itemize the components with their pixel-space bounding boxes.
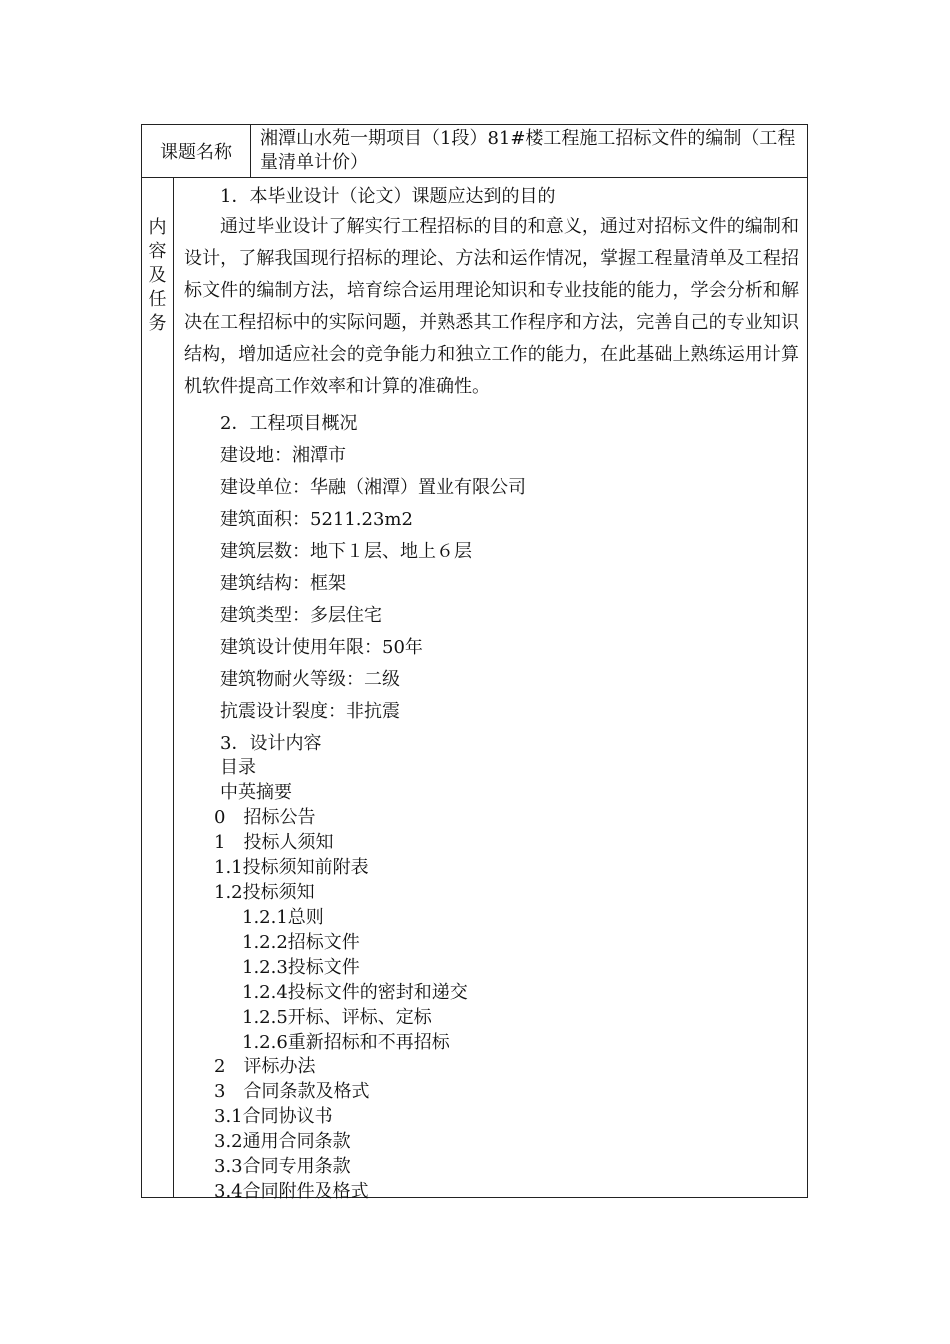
toc-entry: 1 投标人须知 bbox=[214, 832, 334, 853]
section-heading: 3．设计内容 bbox=[220, 733, 322, 754]
overview-item: 建筑面积：5211.23m2 bbox=[220, 509, 413, 530]
overview-item: 建筑物耐火等级：二级 bbox=[220, 669, 400, 690]
toc-entry: 1.1投标须知前附表 bbox=[214, 857, 369, 878]
toc-entry: 1.2投标须知 bbox=[214, 882, 315, 903]
toc-entry: 3.3合同专用条款 bbox=[214, 1156, 351, 1177]
side-label-char: 内 bbox=[148, 217, 167, 238]
toc-subentry: 1.2.6重新招标和不再招标 bbox=[242, 1032, 450, 1053]
topic-value: 湘潭山水苑一期项目（1段）81#楼工程施工招标文件的编制（工程量清单计价） bbox=[260, 128, 796, 173]
side-label-char: 任 bbox=[148, 289, 167, 310]
toc-subentry: 1.2.1总则 bbox=[242, 907, 324, 928]
content-row bbox=[142, 177, 807, 1202]
toc-entry: 0 招标公告 bbox=[214, 807, 316, 828]
overview-item: 建设单位：华融（湘潭）置业有限公司 bbox=[220, 477, 526, 498]
topic-label: 课题名称 bbox=[142, 125, 251, 177]
toc-entry: 中英摘要 bbox=[220, 782, 292, 803]
toc-entry: 3.2通用合同条款 bbox=[214, 1131, 351, 1152]
overview-item: 建筑层数：地下１层、地上６层 bbox=[220, 541, 472, 562]
side-label-char: 容 bbox=[148, 241, 167, 262]
toc-entry: 3 合同条款及格式 bbox=[214, 1081, 370, 1102]
overview-item: 抗震设计裂度：非抗震 bbox=[220, 701, 400, 722]
toc-subentry: 1.2.4投标文件的密封和递交 bbox=[242, 982, 468, 1003]
toc-subentry: 1.2.3投标文件 bbox=[242, 957, 360, 978]
task-table bbox=[141, 124, 808, 1202]
overview-item: 建筑设计使用年限：50年 bbox=[220, 637, 423, 658]
toc-subentry: 1.2.5开标、评标、定标 bbox=[242, 1007, 432, 1028]
side-label-char: 务 bbox=[148, 313, 167, 334]
purpose-paragraph: 通过毕业设计了解实行工程招标的目的和意义，通过对招标文件的编制和设计，了解我国现行招标的理论、方法和运作情况，掌握工程量清单及工程招标文件的编制方法，培育综合运用理论知识和专业技能的能力，学会分析和解决在工程招标中的实际问题，并熟悉其工作程序和方法，完善自己的专业知识结构，增加适应社会的竞争能力和独立工作的能力，在此基础上熟练运用计算机软件提高工作效率和计算的准确性。 bbox=[184, 216, 799, 397]
overview-item: 建筑结构：框架 bbox=[220, 573, 346, 594]
section-heading: 2．工程项目概况 bbox=[220, 413, 358, 434]
section-heading: 1．本毕业设计（论文）课题应达到的目的 bbox=[220, 186, 556, 207]
topic-row bbox=[142, 125, 807, 178]
toc-entry: 3.4合同附件及格式 bbox=[214, 1181, 369, 1202]
toc-entry: 目录 bbox=[220, 757, 256, 778]
overview-item: 建筑类型：多层住宅 bbox=[220, 605, 382, 626]
side-label-char: 及 bbox=[148, 265, 167, 286]
toc-subentry: 1.2.2招标文件 bbox=[242, 932, 360, 953]
toc-entry: 2 评标办法 bbox=[214, 1056, 316, 1077]
side-label bbox=[142, 177, 174, 1197]
overview-item: 建设地：湘潭市 bbox=[220, 445, 346, 466]
toc-entry: 3.1合同协议书 bbox=[214, 1106, 333, 1127]
